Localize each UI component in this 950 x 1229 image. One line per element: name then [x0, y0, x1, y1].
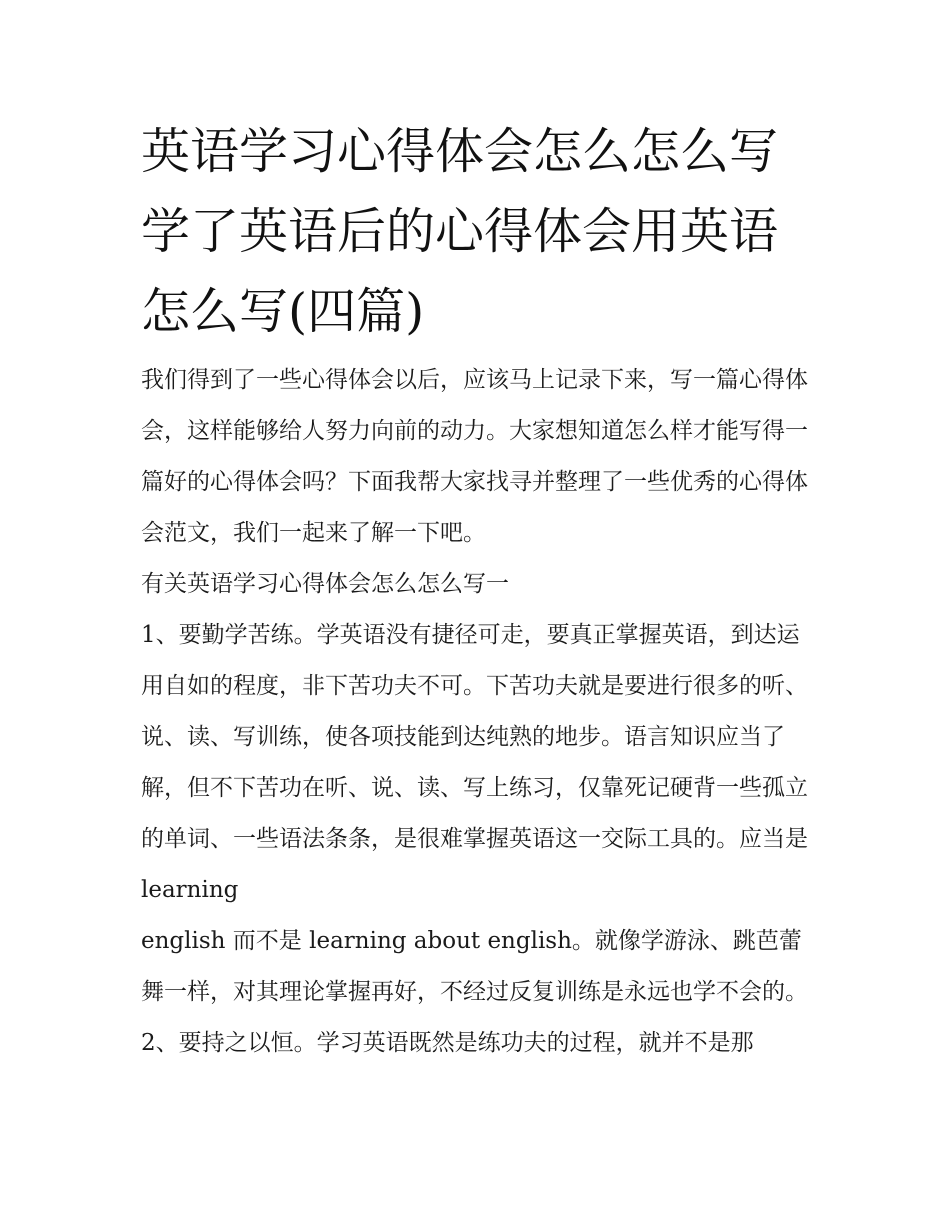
paragraph-point-2: 2、要持之以恒。学习英语既然是练功夫的过程，就并不是那 [141, 1030, 754, 1056]
paragraph-intro: 我们得到了一些心得体会以后，应该马上记录下来，写一篇心得体会，这样能够给人努力向前的动力。大家想知道怎么样才能写得一篇好的心得体会吗？下面我帮大家找寻并整理了一些优秀的心得体会范文，我们一起来了解一下吧。 [141, 367, 808, 546]
document-body [141, 355, 821, 1069]
section-heading: 有关英语学习心得体会怎么怎么写一 [141, 571, 509, 597]
paragraph-point-1-continued: english 而不是 learning about english。就像学游泳、跳芭蕾舞一样，对其理论掌握再好，不经过反复训练是永远也学不会的。 [141, 928, 808, 1005]
document-title: 英语学习心得体会怎么怎么写 学了英语后的心得体会用英语怎么写(四篇) [141, 123, 779, 340]
paragraph-point-1: 1、要勤学苦练。学英语没有捷径可走，要真正掌握英语，到达运用自如的程度，非下苦功夫不可。下苦功夫就是要进行很多的听、说、读、写训练，使各项技能到达纯熟的地步。语言知识应当了解，但不下苦功在听、说、读、写上练习，仅靠死记硬背一些孤立的单词、一些语法条条，是很难掌握英语这一交际工具的。应当是 learning [141, 622, 808, 903]
